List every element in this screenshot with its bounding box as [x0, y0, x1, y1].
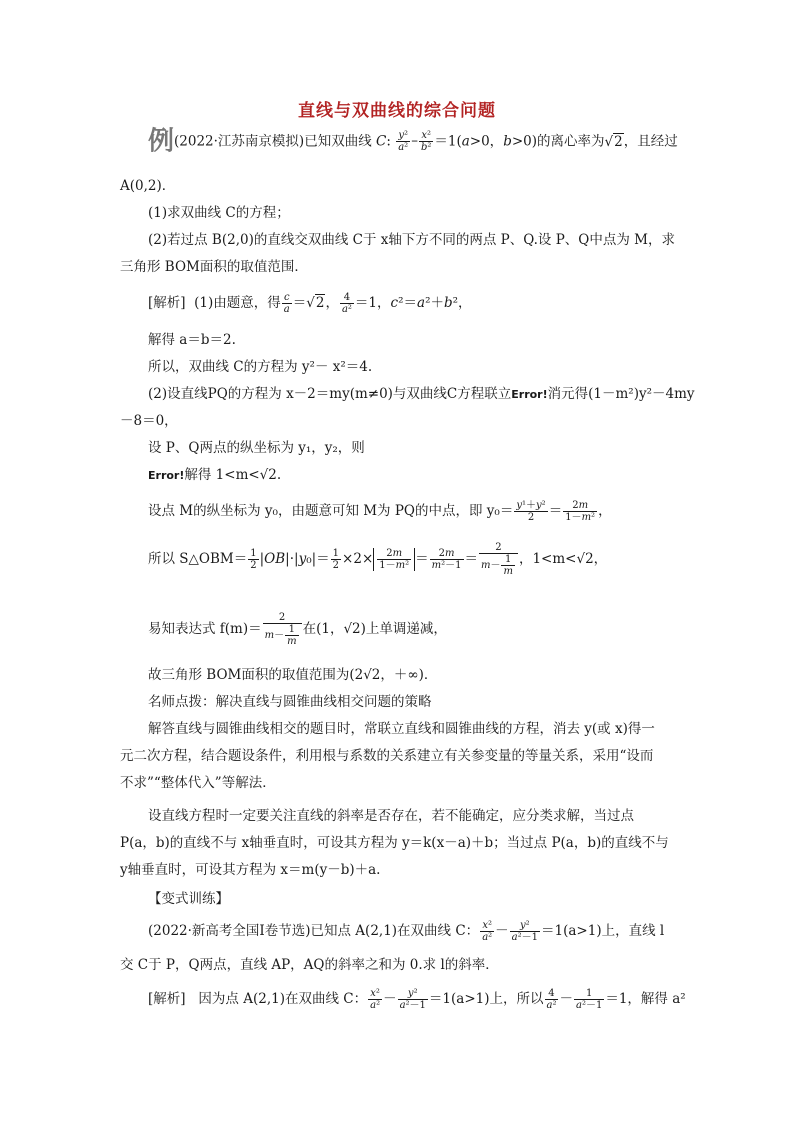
frac-4-over-a2: $\frac{4}{\text{a²}}$ [341, 292, 352, 315]
question-1: (1)求双曲线 C的方程； [148, 205, 290, 221]
example-label: 例 [148, 126, 175, 157]
solution-step-9b: 在(1，√2)上单调递减， [302, 621, 447, 637]
question-2-line-a: (2)若过点 B(2,0)的直线交双曲线 C于 x轴下方不同的两点 P、Q.设 P、Q中点为 M，求 [148, 232, 675, 248]
solution-step-9: 易知表达式 f(m)＝ [148, 621, 262, 637]
example-line-1: 例(2022·江苏南京模拟)已知双曲线 C: $\frac{\text{y²}}{\text{a²}}$ – $\frac{\text{x²}}{\text{b²}}$ ＝1(a>0，b>0)的离心率为√2，且经过 [148, 126, 678, 157]
solution-line-8: 设点 M的纵坐标为 y₀，由题意可知 M为 PQ的中点，即 y₀＝ $\frac{\text{y¹＋y²}}{2}$ ＝ $\frac{2m}{\text{1－m²}}$ ， [148, 500, 612, 523]
solution-line-4 [148, 384, 695, 405]
variant-solution-c: ＝1，解得 a² [605, 991, 686, 1007]
tip-1-line-a: 解答直线与圆锥曲线相交的题目时，常联立直线和圆锥曲线的方程，消去 y(或 x)得一 [148, 721, 655, 737]
error-marker-2: Error! [148, 469, 185, 482]
solution-step-6: 解得 1<m<√2. [184, 467, 282, 483]
solution-step-7: 设点 M的纵坐标为 y₀，由题意可知 M为 PQ的中点，即 y₀＝ [148, 503, 514, 519]
tip-2-line-b: P(a，b)的直线不与 x轴垂直时，可设其方程为 y＝k(x－a)＋b；当过点 P(a，b)的直线不与 [120, 835, 669, 851]
question-2-line-b: 三角形 BOM面积的取值范围． [120, 259, 308, 275]
example-intro-tail: 的离心率为 [537, 133, 605, 150]
solution-line-2: 解得 a＝b＝2. [148, 332, 236, 348]
variant-line-1: (2022·新高考全国Ⅰ卷节选)已知点 A(2,1)在双曲线 C： $\frac{\text{x²}}{\text{a²}}$ － $\frac{\text{y²}}{\text{a²－1}}$ ＝1(a>1)上，直线 l [148, 920, 665, 943]
variant-problem-a: (2022·新高考全国Ⅰ卷节选)已知点 A(2,1)在双曲线 C： [148, 923, 480, 939]
tip-1-line-b: 元二次方程，结合题设条件，利用根与系数的关系建立有关参变量的等量关系，采用“设而 [120, 748, 654, 764]
eq-x2-over-b2: $\frac{\text{x²}}{\text{b²}}$ [420, 130, 432, 153]
tip-2-line-a: 设直线方程时一定要关注直线的斜率是否存在，若不能确定，应分类求解，当过点 [148, 808, 634, 824]
tip-title: 名师点拨：解决直线与圆锥曲线相交问题的策略 [148, 694, 432, 710]
frac-y-sum-over-2: $\frac{\text{y¹＋y²}}{2}$ [516, 500, 546, 523]
variant-problem-b: ＝1(a>1)上，直线 l [541, 923, 665, 939]
solution-step-4a: (2)设直线PQ的方程为 x－2＝my(m≠0)与双曲线C方程联立 [148, 386, 512, 402]
solution-step-1: (1)由题意，得 [194, 295, 281, 311]
variant-line-2: 交 C于 P，Q两点，直线 AP，AQ的斜率之和为 0.求 l的斜率． [120, 957, 499, 973]
solution-tag: [解析] [148, 295, 186, 311]
solution-step-8-tail: ，1<m<√2， [518, 551, 608, 567]
variant-solution-b: ＝1(a>1)上，所以 [428, 991, 544, 1007]
frac-2m-over-1-m2: $\frac{2m}{\text{1－m²}}$ [565, 500, 596, 523]
variant-solution-tag: [解析] [148, 991, 186, 1007]
example-intro-end: ，且经过 [623, 133, 678, 150]
tip-2-line-c: y轴垂直时，可设其方程为 x＝m(y－b)＋a. [120, 862, 381, 878]
solution-line-3: 所以，双曲线 C的方程为 y²－ x²＝4. [148, 359, 373, 375]
solution-line-11: 故三角形 BOM面积的取值范围为(2√2，＋∞)． [148, 667, 438, 683]
variant-heading: 【变式训练】 [148, 891, 229, 907]
page-title: 直线与双曲线的综合问题 [298, 101, 496, 121]
error-marker: Error! [511, 388, 548, 401]
solution-step-8: 所以 S△OBM＝ [148, 551, 248, 567]
frac-c-over-a: $\frac{c}{a}$ [283, 292, 290, 315]
solution-step-4b: 消元得(1－m²)y²－4my [547, 386, 695, 402]
tip-1-line-c: 不求”“整体代入”等解法． [120, 775, 276, 791]
eq-y2-over-a2: $\frac{\text{y²}}{\text{a²}}$ [398, 130, 409, 153]
variant-line-3: [解析] 因为点 A(2,1)在双曲线 C： $\frac{\text{x²}}{\text{a²}}$ － $\frac{\text{y²}}{\text{a²－1}}$ ＝1(a>1)上，所以 $\frac{4}{\text{a²}}$ － $\frac{1}{\text{a²－1}}$ ＝1，解得 a² [148, 988, 686, 1011]
example-source: (2022·江苏南京模拟)已知双曲线 [174, 133, 372, 150]
solution-line-10: 易知表达式 f(m)＝ 2 m－ $\frac{1}{m}$ 在(1，√2)上单调递减， [148, 612, 447, 647]
solution-line-9: 所以 S△OBM＝ $\frac{1}{2}$ |OB|·|y₀|＝ $\frac{1}{2}$ ×2× $\frac{2m}{\text{1－m²}}$ ＝ $\frac{2m}{\text{m²－1}}$ ＝ 2 m－ $\frac{1}{m}$ ，1<m<√2， [148, 542, 608, 577]
solution-line-1: [解析] (1)由题意，得 $\frac{c}{a}$ ＝√2， $\frac{4}{\text{a²}}$ ＝1，c²＝a²＋b²， [148, 292, 472, 315]
variant-solution-a: 因为点 A(2,1)在双曲线 C： [198, 991, 368, 1007]
solution-line-5: －8＝0， [120, 413, 178, 429]
example-point: A(0,2)． [120, 178, 176, 194]
solution-line-7 [148, 465, 281, 486]
solution-line-6: 设 P、Q两点的纵坐标为 y₁，y₂，则 [148, 440, 365, 456]
